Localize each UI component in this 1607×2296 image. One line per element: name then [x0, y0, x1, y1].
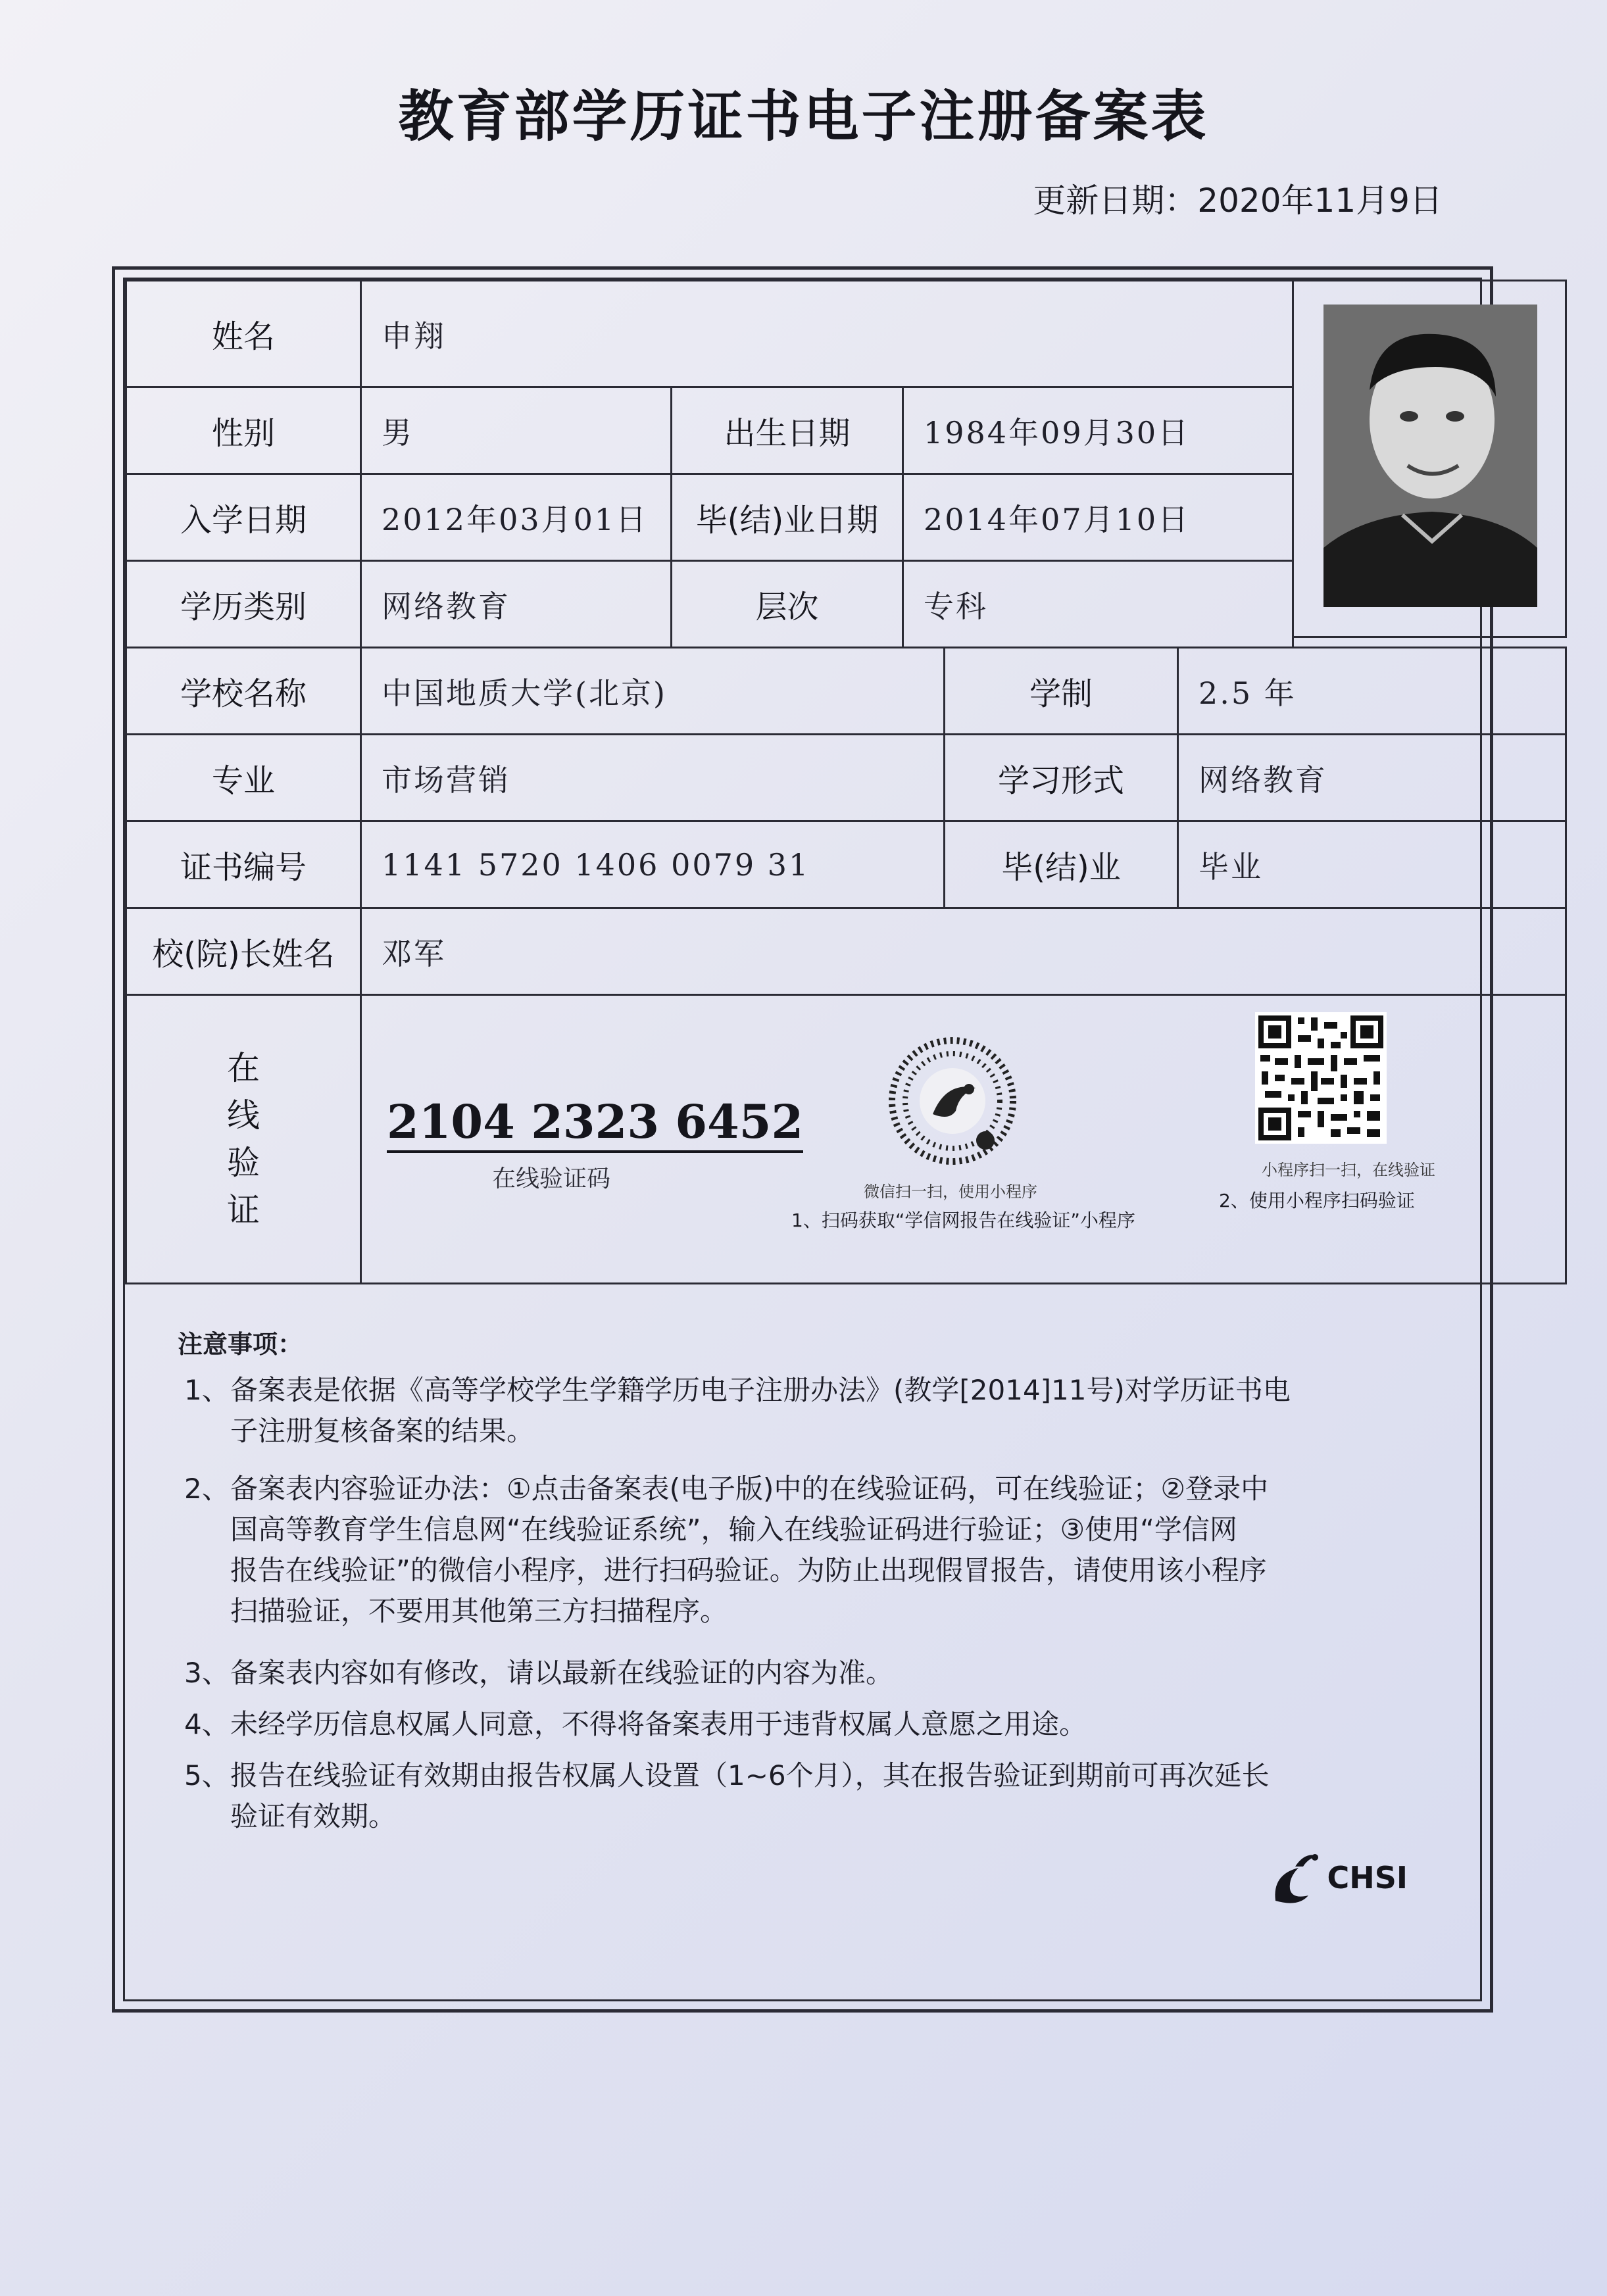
note-1: [184, 1370, 1291, 1452]
label-school: 学校名称: [125, 647, 362, 735]
note-5-number: 5、: [184, 1759, 230, 1792]
note-5: [184, 1755, 1270, 1837]
value-level: 专科: [902, 560, 1294, 648]
note-5-line-2: 验证有效期。: [230, 1800, 397, 1832]
chsi-logo: [1269, 1848, 1408, 1907]
note-2-line-1: 备案表内容验证办法：①点击备案表(电子版)中的在线验证码，可在线验证；②登录中: [230, 1473, 1269, 1505]
update-date: 更新日期：2020年11月9日: [1033, 182, 1443, 220]
label-name: 姓名: [125, 280, 362, 388]
note-4-line-1: 未经学历信息权属人同意，不得将备案表用于违背权属人意愿之用途。: [230, 1708, 1087, 1740]
value-duration: 2.5 年: [1177, 647, 1567, 735]
verify-char-4: 证: [227, 1191, 260, 1229]
note-2-line-2: 国高等教育学生信息网“在线验证系统”，输入在线验证码进行验证；③使用“学信网: [230, 1513, 1237, 1546]
verification-code[interactable]: 2104 2323 6452: [387, 1094, 803, 1153]
notes-title: 注意事项：: [178, 1330, 303, 1359]
label-president: 校(院)长姓名: [125, 907, 362, 996]
photo-portrait: [1323, 305, 1537, 607]
note-1-number: 1、: [184, 1374, 230, 1406]
value-enroll-date: 2012年03月01日: [360, 473, 672, 562]
note-5-line-1: 报告在线验证有效期由报告权属人设置（1~6个月），其在报告验证到期前可再次延长: [230, 1759, 1270, 1792]
value-grad-date: 2014年07月10日: [902, 473, 1294, 562]
value-grad-status: 毕业: [1177, 820, 1567, 909]
value-name: 申翔: [360, 280, 1294, 388]
label-major: 专业: [125, 733, 362, 822]
label-grad-date: 毕(结)业日期: [670, 473, 904, 562]
qr-code-icon[interactable]: [1255, 1012, 1387, 1144]
chsi-logo-icon: [1269, 1848, 1322, 1907]
note-3-number: 3、: [184, 1657, 230, 1689]
value-study-form: 网络教育: [1177, 733, 1567, 822]
verify-char-1: 在: [227, 1049, 260, 1087]
note-1-line-1: 备案表是依据《高等学校学生学籍学历电子注册办法》(教学[2014]11号)对学历证书电: [230, 1374, 1291, 1406]
note-3: [184, 1653, 893, 1694]
note-2-line-4: 扫描验证，不要用其他第三方扫描程序。: [230, 1595, 728, 1627]
mini-program-code-icon[interactable]: [887, 1035, 1018, 1167]
value-gender: 男: [360, 386, 672, 475]
value-birth-date: 1984年09月30日: [902, 386, 1294, 475]
verify-char-3: 验: [227, 1144, 260, 1182]
label-level: 层次: [670, 560, 904, 648]
note-4: [184, 1704, 1087, 1745]
value-major: 市场营销: [360, 733, 945, 822]
photo-cell: [1292, 280, 1567, 638]
mini-program-hint: 微信扫一扫，使用小程序: [864, 1183, 1037, 1201]
verification-step1: 1、扫码获取“学信网报告在线验证”小程序: [791, 1209, 1135, 1231]
note-2: [184, 1469, 1268, 1632]
registration-table-frame: [112, 266, 1493, 2013]
verification-step2: 2、使用小程序扫码验证: [1219, 1190, 1415, 1211]
note-3-line-1: 备案表内容如有修改，请以最新在线验证的内容为准。: [230, 1657, 894, 1689]
notes-section: [125, 1282, 1480, 1999]
value-president: 邓军: [360, 907, 1567, 996]
label-grad-status: 毕(结)业: [943, 820, 1179, 909]
label-gender: 性别: [125, 386, 362, 475]
note-2-number: 2、: [184, 1473, 230, 1505]
registration-table: [123, 278, 1482, 2001]
value-school: 中国地质大学(北京): [360, 647, 945, 735]
label-cert-no: 证书编号: [125, 820, 362, 909]
note-2-line-3: 报告在线验证”的微信小程序，进行扫码验证。为防止出现假冒报告，请使用该小程序: [230, 1554, 1267, 1586]
verification-code-caption: 在线验证码: [492, 1165, 611, 1192]
chsi-logo-text: CHSI: [1327, 1860, 1408, 1895]
label-enroll-date: 入学日期: [125, 473, 362, 562]
qr-hint: 小程序扫一扫，在线验证: [1262, 1161, 1435, 1179]
verification-area: [360, 994, 1567, 1284]
note-1-line-2: 子注册复核备案的结果。: [230, 1415, 535, 1447]
label-study-form: 学习形式: [943, 733, 1179, 822]
note-4-number: 4、: [184, 1708, 230, 1740]
verify-char-2: 线: [227, 1096, 260, 1135]
label-edu-type: 学历类别: [125, 560, 362, 648]
label-birth-date: 出生日期: [670, 386, 904, 475]
document-title: 教育部学历证书电子注册备案表: [398, 84, 1209, 149]
value-cert-no: 1141 5720 1406 0079 31: [360, 820, 945, 909]
value-edu-type: 网络教育: [360, 560, 672, 648]
label-duration: 学制: [943, 647, 1179, 735]
